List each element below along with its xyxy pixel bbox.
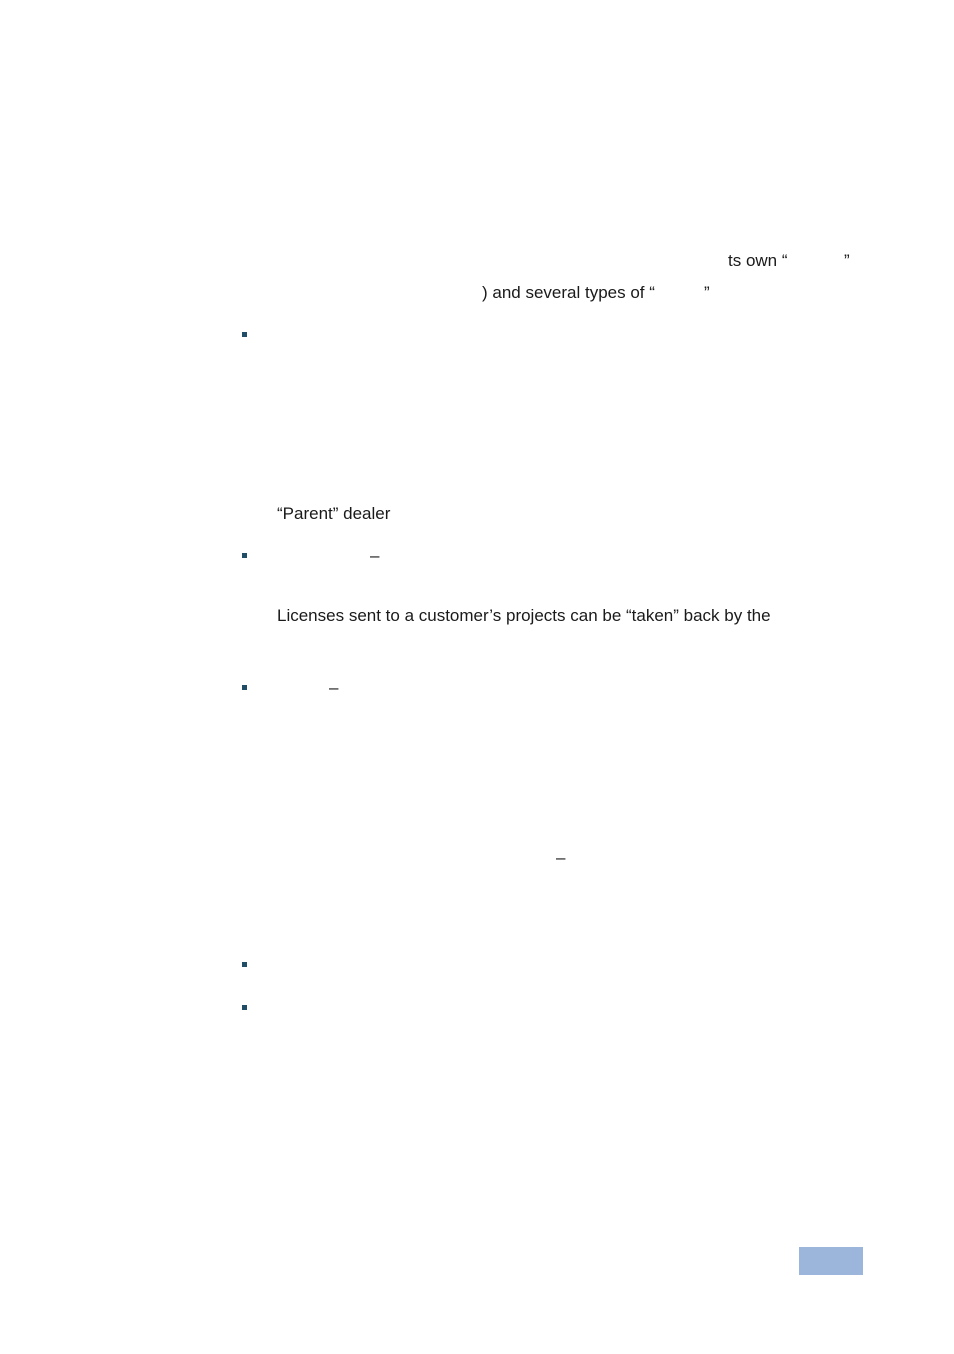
page-number-tab [799, 1247, 863, 1275]
text-fragment: ts own “ [728, 251, 788, 270]
bullet-marker [242, 332, 247, 337]
text-fragment: ” [704, 283, 710, 302]
bullet-marker [242, 1005, 247, 1010]
text-fragment: – [370, 546, 380, 565]
bullet-marker [242, 962, 247, 967]
bullet-marker [242, 553, 247, 558]
text-fragment: – [556, 848, 566, 867]
text-fragment: Licenses sent to a customer’s projects can be “taken” back by the [277, 606, 771, 625]
text-fragment: ” [844, 251, 850, 270]
text-fragment: “Parent” dealer [277, 504, 391, 523]
bullet-marker [242, 685, 247, 690]
text-fragment: – [329, 678, 339, 697]
text-fragment: ) and several types of “ [482, 283, 655, 302]
